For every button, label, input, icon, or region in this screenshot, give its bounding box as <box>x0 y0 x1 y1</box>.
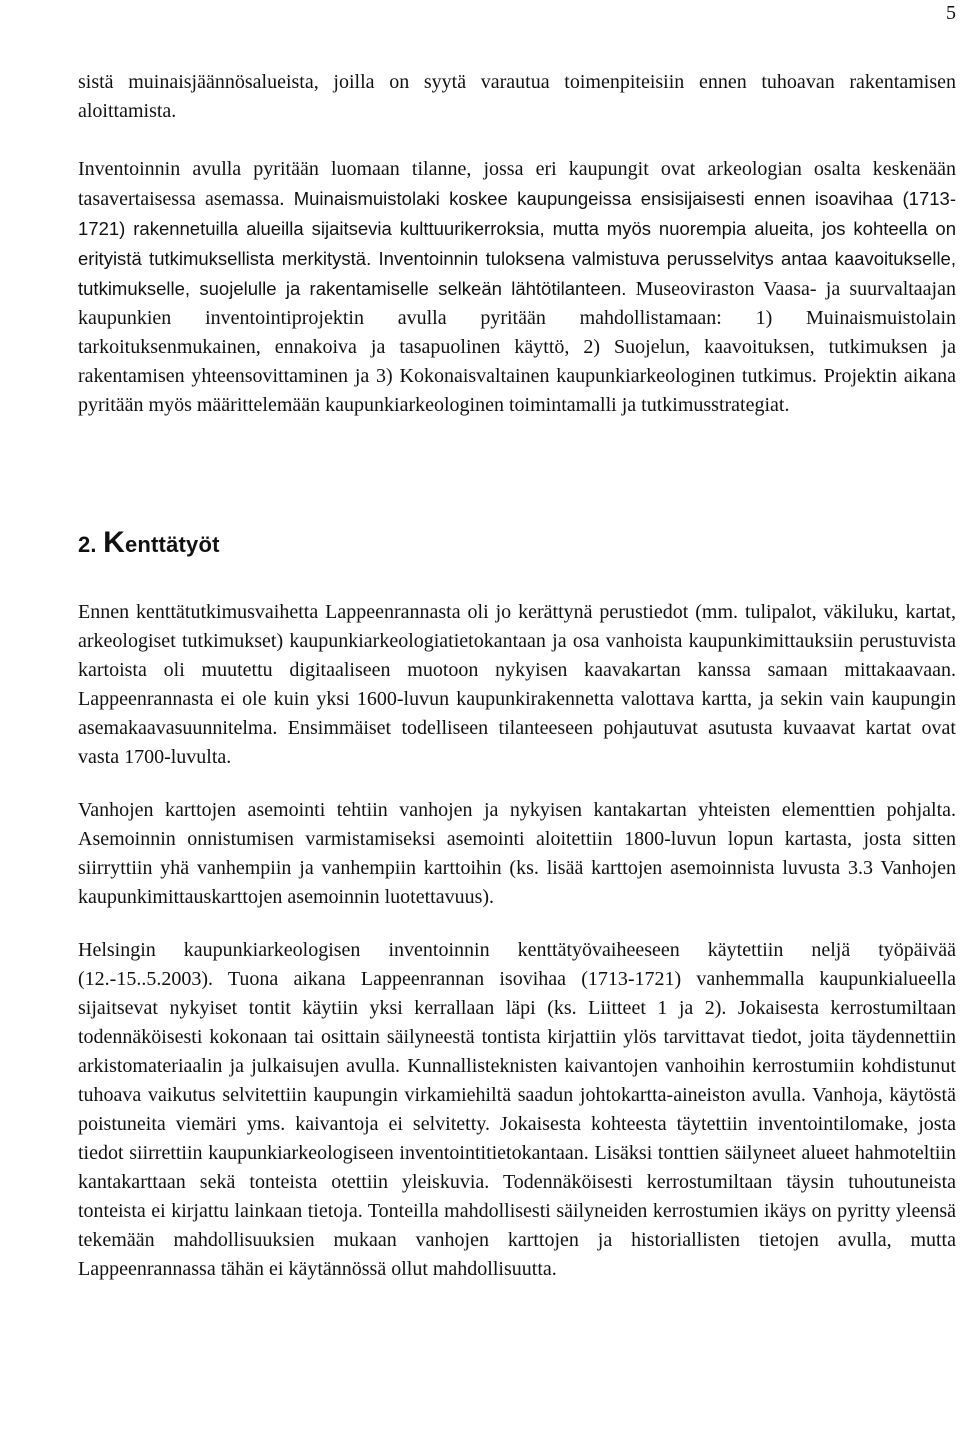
section-number: 2. <box>78 532 97 557</box>
intro-paragraph-2 <box>78 155 956 420</box>
intro-paragraph-2-part-a: Inventoinnin avulla pyritään luomaan tilanne, jossa eri kaupungit ovat arkeologian osalta keskenään tasavertaisessa asemassa. <box>78 158 956 210</box>
page-content <box>78 68 956 1284</box>
section-heading <box>78 528 956 560</box>
body-paragraph-2: Vanhojen karttojen asemointi tehtiin vanhojen ja nykyisen kantakartan yhteisten elementtien pohjalta. Asemoinnin onnistumisen varmistamiseksi asemointi aloitettiin 1800-luvun lopun kartasta, josta sitten siirryttiin yhä vanhempiin ja vanhempiin karttoihin (ks. lisää karttojen asemoinnista luvusta 3.3 Vanhojen kaupunkimittauskarttojen asemoinnin luotettavuus). <box>78 799 956 908</box>
intro-paragraph-1: sistä muinaisjäännösalueista, joilla on syytä varautua toimenpiteisiin ennen tuhoavan rakentamisen aloittamista. <box>78 71 956 122</box>
section-title-rest: enttätyöt <box>124 532 220 557</box>
body-paragraph-1: Ennen kenttätutkimusvaihetta Lappeenrannasta oli jo kerättynä perustiedot (mm. tulipalot, väkiluku, kartat, arkeologiset tutkimukset) kaupunkiarkeologiatietokantaan ja osa vanhoista kaupunkimittauksiin perustuvista kartoista oli muutettu digitaaliseen muotoon nykyisen kaavakartan kanssa samaan mittakaavaan. Lappeenrannasta ei ole kuin yksi 1600-luvun kaupunkirakennetta valottava kartta, ja sekin vain kaupungin asemakaavasuunnitelma. Ensimmäiset todelliseen tilanteeseen pohjautuvat asutusta kuvaavat kartat ovat vasta 1700-luvulta. <box>78 601 956 768</box>
intro-paragraph-2-part-c: Museoviraston Vaasa- ja suurvaltaajan kaupunkien inventointiprojektin avulla pyritään mahdollistamaan: 1) Muinaismuistolain tarkoituksenmukainen, ennakoiva ja tasapuolinen käyttö, 2) Suojelun, kaavoituksen, tutkimuksen ja rakentamisen yhteensovittaminen ja 3) Kokonaisvaltainen kaupunkiarkeologinen tutkimus. Projektin aikana pyritään myös määrittelemään kaupunkiarkeologinen toimintamalli ja tutkimusstrategiat. <box>78 278 956 416</box>
section-title-initial: K <box>103 526 125 559</box>
body-paragraph-3: Helsingin kaupunkiarkeologisen inventoinnin kenttätyövaiheeseen käytettiin neljä työpäivää (12.-15..5.2003). Tuona aikana Lappeenrannan isovihaa (1713-1721) vanhemmalla kaupunkialueella sijaitsevat nykyiset tontit käytiin yksi kerrallaan läpi (ks. Liitteet 1 ja 2). Jokaisesta kerrostumiltaan todennäköisesti kokonaan tai osittain säilyneestä tontista kirjattiin ylös tarvittavat tiedot, joita täydennettiin arkistomateriaalin ja julkaisujen avulla. Kunnallisteknisten kaivantojen vanhoihin kerrostumiin kohdistunut tuhoava vaikutus selvitettiin kaupungin virkamiehiltä saadun johtokartta-aineiston avulla. Vanhoja, käytöstä poistuneita viemäri yms. kaivantoja ei selvitetty. Jokaisesta kohteesta täytettiin inventointilomake, josta tiedot siirrettiin kaupunkiarkeologiseen inventointitietokantaan. Lisäksi tonttien säilyneet alueet hahmoteltiin kantakarttaan sekä tonteista otettiin yleiskuvia. Todennäköisesti kerrostumiltaan täysin tuhoutuneista tonteista ei kirjattu lainkaan tietoja. Tonteilla mahdollisesti säilyneiden kerrostumien ikäys on pyritty yleensä tekemään mahdollisuuksien mukaan vanhojen karttojen ja historiallisten tietojen avulla, mutta Lappeenrannassa tähän ei käytännössä ollut mahdollisuutta. <box>78 939 956 1280</box>
intro-paragraph-2-part-b: Muinaismuistolaki koskee kaupungeissa ensisijaisesti ennen isoavihaa (1713-1721) rakennetuilla alueilla sijaitsevia kulttuurikerroksia, mutta myös nuorempia alueita, jos kohteella on erityistä tutkimuksellista merkitystä. Inventoinnin tuloksena valmistuva perusselvitys antaa kaavoitukselle, tutkimukselle, suojelulle ja rakentamiselle selkeän lähtötilanteen. <box>78 188 956 299</box>
page-number: 5 <box>946 2 956 24</box>
